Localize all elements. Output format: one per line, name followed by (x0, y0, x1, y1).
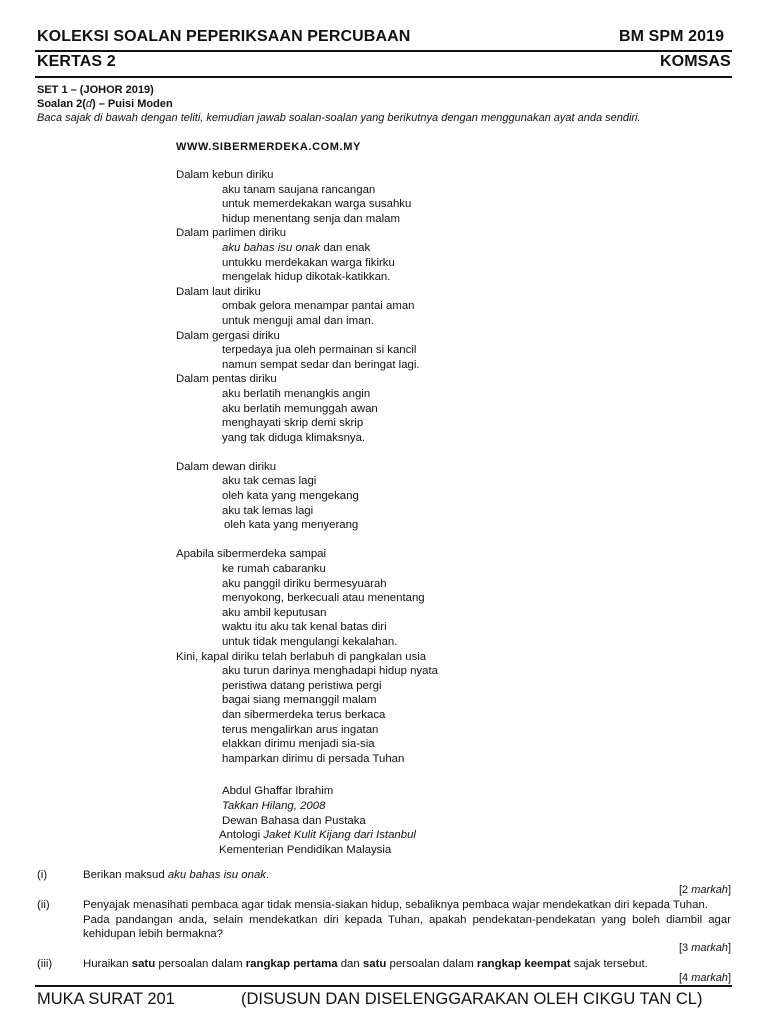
poem-line: mengelak hidup dikotak-katikkan. (222, 271, 391, 284)
question-text: kehidupan lebih bermakna? (83, 928, 223, 940)
question-text: Huraikan satu persoalan dalam rangkap pertama dan satu persoalan dalam rangkap keempat sajak tersebut. (83, 958, 648, 970)
poem-line: aku berlatih menangkis angin (222, 387, 371, 400)
poem-line: waktu itu aku tak kenal batas diri (222, 621, 387, 634)
poem-line: untuk memerdekakan warga susahku (222, 198, 412, 211)
collection-title: KOLEKSI SOALAN PEPERIKSAAN PERCUBAAN (37, 28, 411, 45)
question-text: Berikan maksud aku bahas isu onak. (83, 869, 270, 881)
poem-source: Takkan Hilang, 2008 (222, 800, 326, 812)
question-heading: Soalan 2(d) – Puisi Moden (37, 98, 173, 110)
poem-line: oleh kata yang menyerang (224, 519, 359, 532)
poem-line: hidup menentang senja dan malam (222, 212, 400, 225)
poem-line: ke rumah cabaranku (222, 563, 326, 576)
instruction-text: Baca sajak di bawah dengan teliti, kemudian jawab soalan-soalan yang berikutnya dengan menggunakan ayat anda sendiri. (37, 112, 641, 124)
poem-line: menghayati skrip demi skrip (222, 417, 364, 430)
poem-body (176, 168, 438, 766)
question-marks: [2 markah] (679, 884, 731, 896)
poem-line: Dalam kebun diriku (176, 169, 274, 181)
poem-title: WWW.SIBERMERDEKA.COM.MY (176, 141, 361, 153)
poem-line: bagai siang memanggil malam (222, 694, 377, 707)
page-number: MUKA SURAT 201 (37, 990, 175, 1008)
footer-rule (35, 985, 732, 987)
question-number: (iii) (37, 958, 53, 970)
stanza-gap (176, 533, 438, 548)
poem-line: Apabila sibermerdeka sampai (176, 548, 327, 561)
poem-line: namun sempat sedar dan beringat lagi. (222, 358, 420, 371)
poem-line: aku tak cemas lagi (222, 475, 317, 488)
poem-line: aku tanam saujana rancangan (222, 183, 376, 196)
poem-anthology: Antologi Jaket Kulit Kijang dari Istanbul (219, 829, 416, 841)
poem-line: dan sibermerdeka terus berkaca (222, 708, 386, 721)
question-number: (ii) (37, 899, 50, 911)
poem-line: menyokong, berkecuali atau menentang (222, 592, 425, 605)
header-rule-top (35, 50, 732, 52)
poem-line: Dalam dewan diriku (176, 460, 277, 473)
poem-line: Dalam laut diriku (176, 285, 261, 298)
poem-line: aku panggil diriku bermesyuarah (222, 577, 387, 590)
poem-line: Dalam pentas diriku (176, 373, 277, 386)
question-marks: [3 markah] (679, 942, 731, 954)
question-text: Pada pandangan anda, selain mendekatkan diri kepada Tuhan, apakah pendekatan-pendekatan yang boleh diambil agar (83, 914, 731, 926)
poem-line: aku ambil keputusan (222, 606, 327, 619)
poem-line: untuk menguji amal dan iman. (222, 314, 374, 327)
poem-line: hamparkan dirimu di persada Tuhan (222, 752, 405, 765)
poem-line: oleh kata yang mengekang (222, 490, 359, 503)
poem-line: untuk tidak mengulangi kekalahan. (222, 636, 398, 648)
poem-line: aku tak lemas lagi (222, 504, 314, 517)
poem-line: aku berlatih memunggah awan (222, 402, 378, 415)
header-rule-bottom (35, 76, 732, 78)
poem-line: Dalam parlimen diriku (176, 227, 287, 240)
poem-author: Abdul Ghaffar Ibrahim (222, 785, 334, 797)
set-label: SET 1 – (JOHOR 2019) (37, 84, 154, 96)
poem-publisher: Dewan Bahasa dan Pustaka (222, 815, 366, 827)
poem-ministry: Kementerian Pendidikan Malaysia (219, 844, 392, 856)
poem-line: aku bahas isu onak dan enak (222, 241, 371, 254)
poem-line: ombak gelora menampar pantai aman (222, 300, 415, 313)
poem-line: Kini, kapal diriku telah berlabuh di pangkalan usia (176, 650, 427, 663)
paper-label: KERTAS 2 (37, 53, 116, 70)
question-text: Penyajak menasihati pembaca agar tidak mensia-siakan hidup, sebaliknya pembaca wajar mendekatkan diri kepada Tuhan. (83, 899, 708, 911)
stanza-gap (176, 445, 438, 460)
footer-note: (DISUSUN DAN DISELENGGARAKAN OLEH CIKGU TAN CL) (241, 990, 703, 1008)
poem-line: Dalam gergasi diriku (176, 329, 280, 342)
subject-year: BM SPM 2019 (619, 28, 725, 45)
question-marks: [4 markah] (679, 972, 731, 984)
poem-line: peristiwa datang peristiwa pergi (222, 679, 382, 692)
poem-line: terus mengalirkan arus ingatan (222, 723, 379, 736)
poem-line: untukku merdekakan warga fikirku (222, 256, 395, 269)
poem-line: aku turun darinya menghadapi hidup nyata (222, 665, 438, 678)
section-label: KOMSAS (660, 53, 731, 70)
poem-line: terpedaya jua oleh permainan si kancil (222, 344, 417, 357)
poem-line: elakkan dirimu menjadi sia-sia (222, 738, 375, 751)
poem-line: yang tak diduga klimaksnya. (222, 431, 366, 444)
question-number: (i) (37, 869, 48, 881)
